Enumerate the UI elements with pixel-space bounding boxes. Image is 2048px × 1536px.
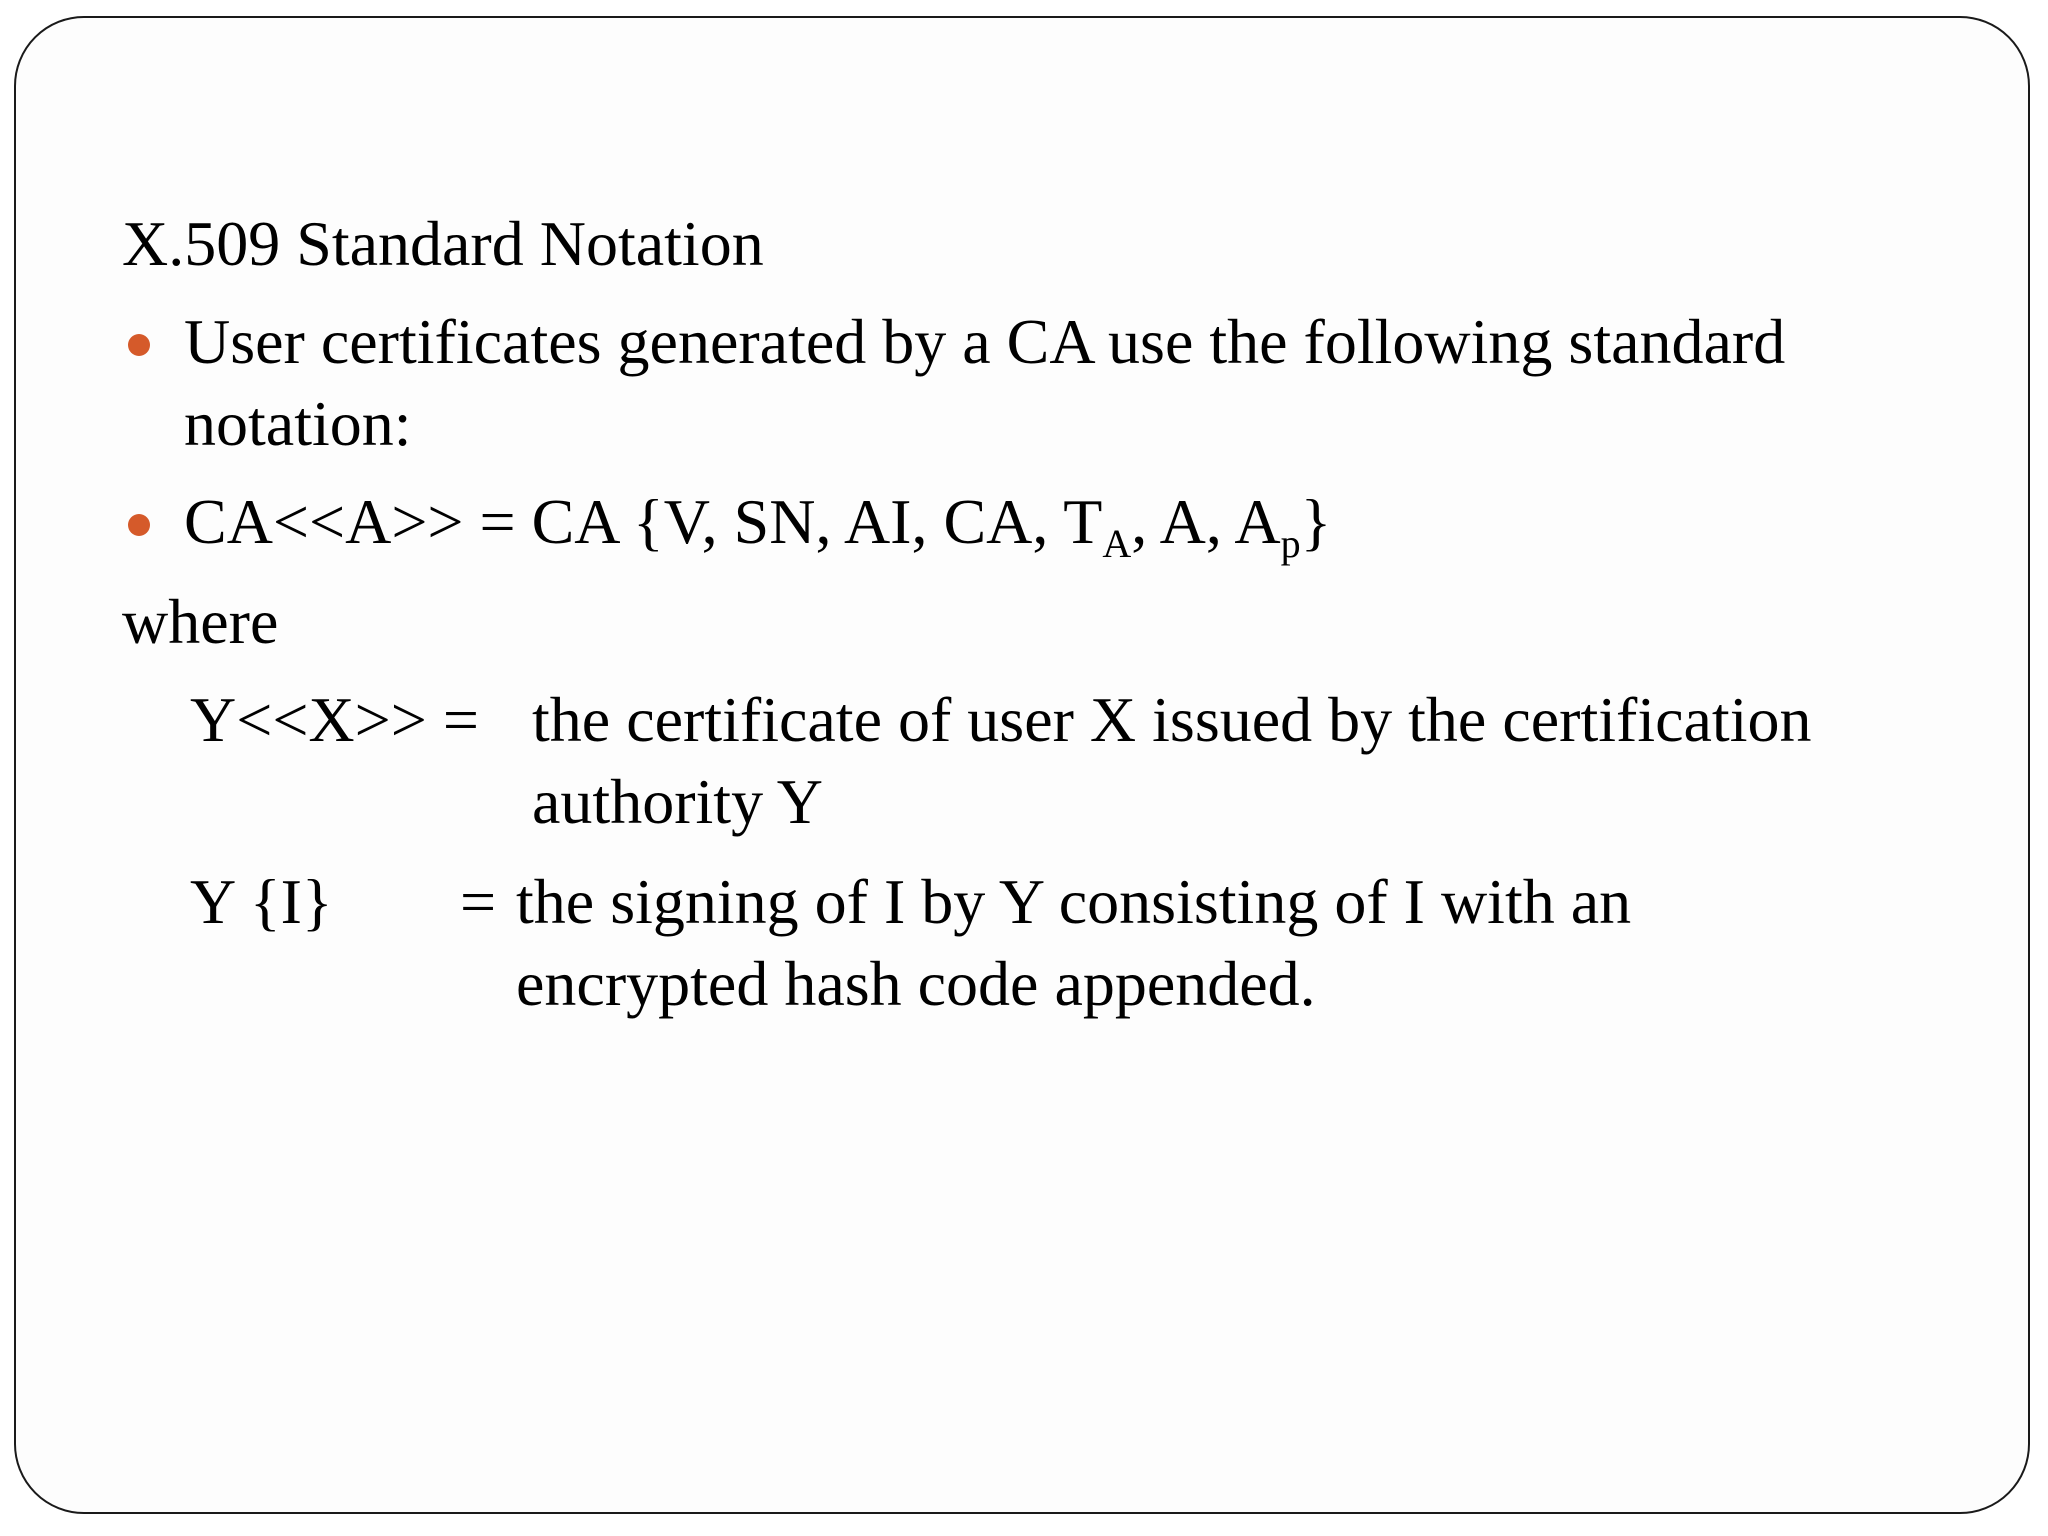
def1-term: Y<<X>> =: [190, 684, 479, 755]
formula-subscript-p: p: [1280, 521, 1301, 566]
where-label: where: [122, 586, 279, 657]
bullet-marker: [128, 514, 150, 536]
def2-equals: =: [460, 866, 497, 937]
def2-line2: encrypted hash code appended.: [516, 948, 1316, 1019]
slide-title: X.509 Standard Notation: [122, 208, 764, 279]
def2-term: Y {I}: [190, 866, 333, 937]
def1-line2: authority Y: [532, 766, 823, 837]
bullet1-line2: notation:: [184, 388, 412, 459]
bullet1-line1: User certificates generated by a CA use the following standard: [184, 306, 1786, 377]
formula-prefix: CA<<A>> = CA {V, SN, AI, CA, T: [184, 486, 1103, 557]
formula-middle: , A, A: [1131, 486, 1281, 557]
def2-line1: the signing of I by Y consisting of I with an: [516, 866, 1632, 937]
formula-subscript-a: A: [1102, 521, 1132, 566]
formula-suffix: }: [1300, 486, 1332, 557]
bullet-marker: [128, 334, 150, 356]
def1-line1: the certificate of user X issued by the certification: [532, 684, 1812, 755]
bullet2-formula: [184, 482, 1332, 566]
